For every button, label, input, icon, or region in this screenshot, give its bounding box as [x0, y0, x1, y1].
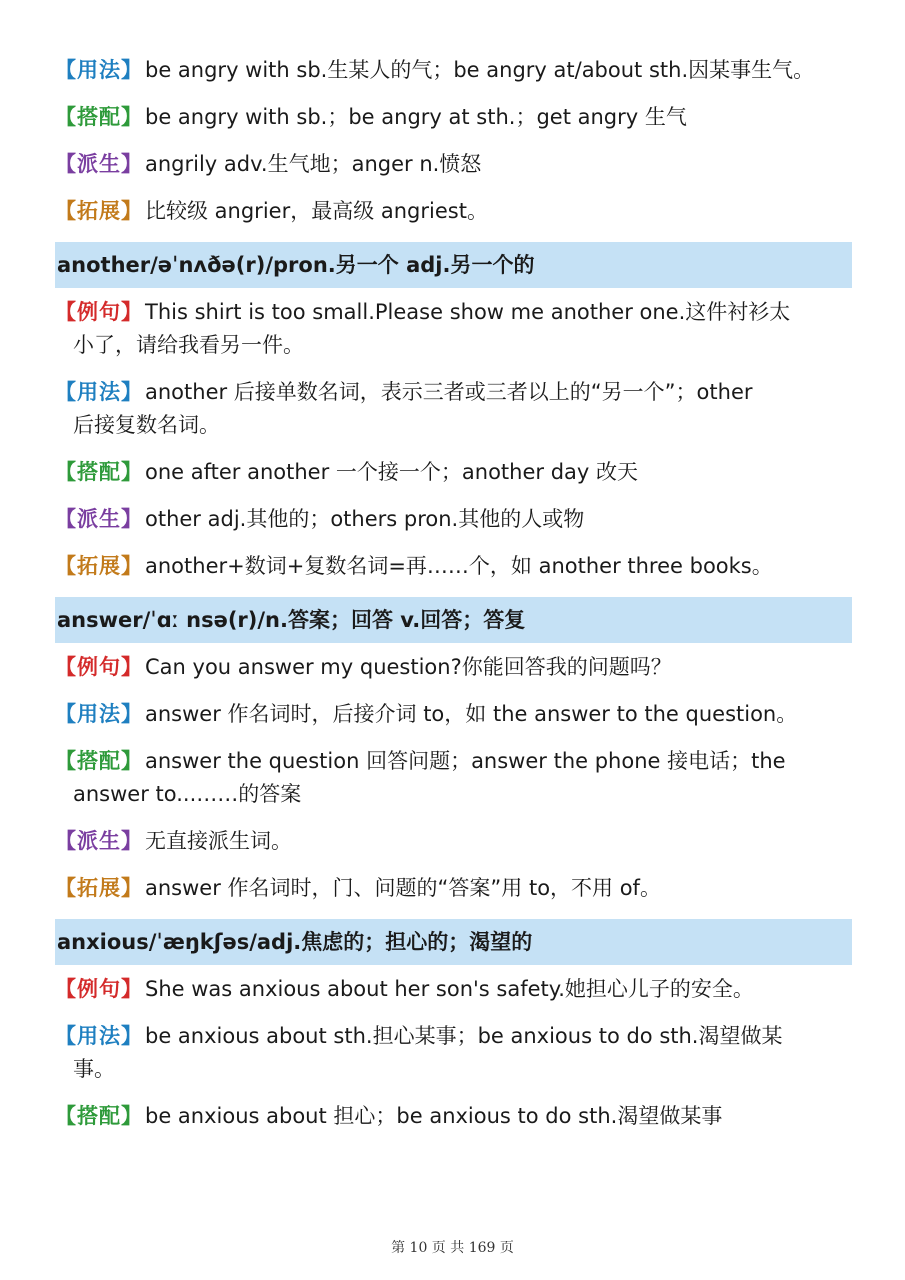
tag-example: 【例句】 — [55, 977, 143, 1001]
entry-text-continued: 事。 — [73, 1057, 115, 1081]
entry-usage — [55, 54, 852, 87]
entry-usage — [55, 376, 852, 442]
word-heading: anxious/ˈæŋkʃəs/adj.焦虑的；担心的；渴望的 — [55, 919, 852, 965]
entry-text-continued: 后接复数名词。 — [73, 413, 220, 437]
tag-derivation: 【派生】 — [55, 829, 143, 853]
tag-usage: 【用法】 — [55, 1024, 143, 1048]
tag-extension: 【拓展】 — [55, 199, 143, 223]
tag-example: 【例句】 — [55, 655, 143, 679]
tag-usage: 【用法】 — [55, 380, 143, 404]
entry-example — [55, 296, 852, 362]
entry-extension — [55, 195, 852, 228]
tag-collocation: 【搭配】 — [55, 460, 143, 484]
entry-text: 无直接派生词。 — [145, 829, 292, 853]
word-heading: answer/ˈɑː nsə(r)/n.答案；回答 v.回答；答复 — [55, 597, 852, 643]
page-footer: 第 10 页 共 169 页 — [391, 1240, 514, 1256]
entry-text: another 后接单数名词，表示三者或三者以上的“另一个”；other — [145, 380, 753, 404]
word-heading: another/əˈnʌðə(r)/pron.另一个 adj.另一个的 — [55, 242, 852, 288]
entry-derivation — [55, 503, 852, 536]
entry-text-continued: 小了，请给我看另一件。 — [73, 333, 304, 357]
entry-text: another+数词+复数名词=再……个，如 another three books。 — [145, 554, 773, 578]
tag-collocation: 【搭配】 — [55, 1104, 143, 1128]
entry-text: answer the question 回答问题；answer the phone 接电话；the — [145, 749, 786, 773]
tag-derivation: 【派生】 — [55, 152, 143, 176]
entry-usage — [55, 698, 852, 731]
entry-text: be angry with sb.生某人的气；be angry at/about sth.因某事生气。 — [145, 58, 815, 82]
entry-text: answer 作名词时，后接介词 to，如 the answer to the question。 — [145, 702, 798, 726]
entry-text: other adj.其他的；others pron.其他的人或物 — [145, 507, 585, 531]
tag-example: 【例句】 — [55, 300, 143, 324]
entry-collocation — [55, 456, 852, 489]
entry-text: angrily adv.生气地；anger n.愤怒 — [145, 152, 482, 176]
entry-example — [55, 973, 852, 1006]
entry-collocation — [55, 745, 852, 811]
entry-collocation — [55, 101, 852, 134]
entry-text: Can you answer my question?你能回答我的问题吗？ — [145, 655, 672, 679]
entry-derivation — [55, 825, 852, 858]
tag-extension: 【拓展】 — [55, 876, 143, 900]
entry-derivation — [55, 148, 852, 181]
page-content — [55, 54, 852, 1147]
entry-text: be anxious about 担心；be anxious to do sth.渴望做某事 — [145, 1104, 723, 1128]
entry-text: be angry with sb.；be angry at sth.；get angry 生气 — [145, 105, 687, 129]
entry-extension — [55, 872, 852, 905]
tag-usage: 【用法】 — [55, 702, 143, 726]
entry-text: She was anxious about her son's safety.她担心儿子的安全。 — [145, 977, 754, 1001]
entry-collocation — [55, 1100, 852, 1133]
tag-collocation: 【搭配】 — [55, 105, 143, 129]
entry-text: one after another 一个接一个；another day 改天 — [145, 460, 639, 484]
entry-extension — [55, 550, 852, 583]
tag-collocation: 【搭配】 — [55, 749, 143, 773]
entry-text: 比较级 angrier，最高级 angriest。 — [145, 199, 488, 223]
entry-text-continued: answer to...……的答案 — [73, 782, 302, 806]
entry-example — [55, 651, 852, 684]
entry-text: This shirt is too small.Please show me another one.这件衬衫太 — [145, 300, 791, 324]
entry-text: be anxious about sth.担心某事；be anxious to do sth.渴望做某 — [145, 1024, 783, 1048]
tag-usage: 【用法】 — [55, 58, 143, 82]
tag-derivation: 【派生】 — [55, 507, 143, 531]
entry-text: answer 作名词时，门、问题的“答案”用 to，不用 of。 — [145, 876, 661, 900]
entry-usage — [55, 1020, 852, 1086]
tag-extension: 【拓展】 — [55, 554, 143, 578]
